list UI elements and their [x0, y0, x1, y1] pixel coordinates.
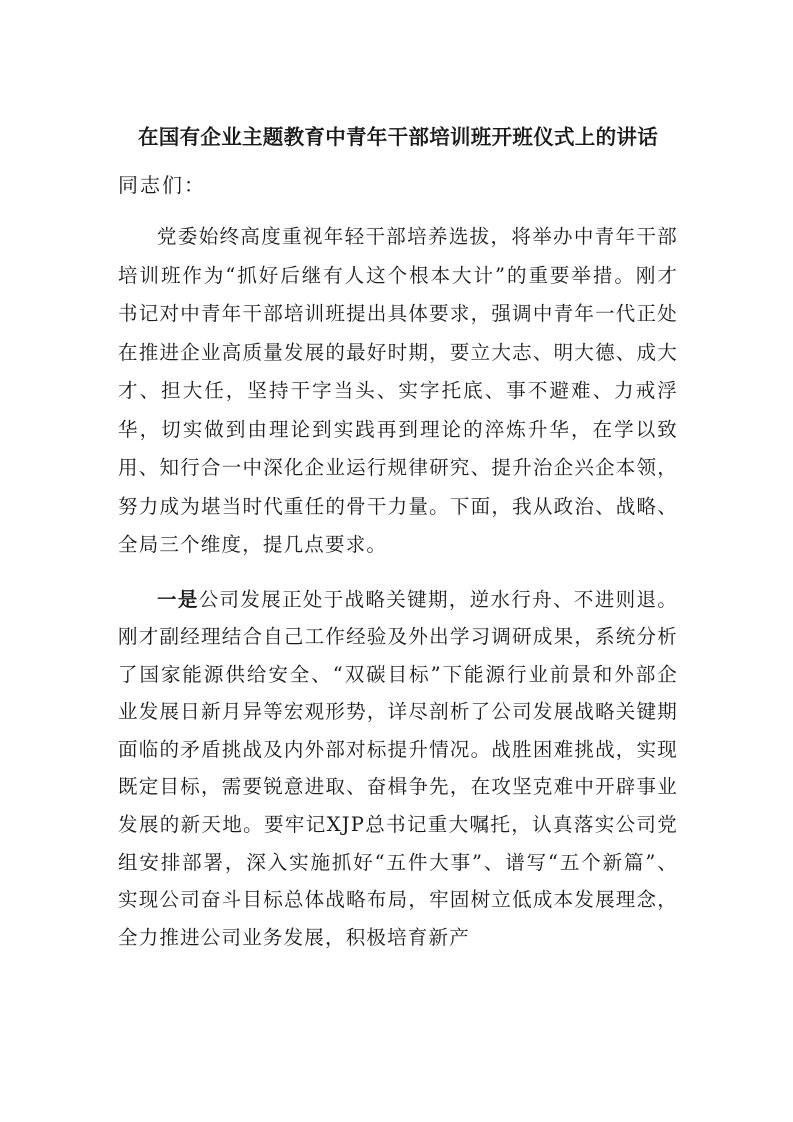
greeting: 同志们：	[118, 173, 206, 197]
paragraph-1-text: 党委始终高度重视年轻干部培养选拔，将举办中青年干部培训班作为“抓好后继有人这个根本大计”的重要举措。刚才书记对中青年干部培训班提出具体要求，强调中青年一代正处在推进企业高质量发展的最好时期，要立大志、明大德、成大才、担大任，坚持干字当头、实字托底、事不避难、力戒浮华，切实做到由理论到实践再到理论的淬炼升华，在学以致用、知行合一中深化企业运行规律研究、提升治企兴企本领，努力成为堪当时代重任的骨干力量。下面，我从政治、战略、全局三个维度，提几点要求。	[118, 225, 678, 556]
paragraph-1	[118, 218, 678, 565]
paragraph-2-lead: 一是	[157, 587, 199, 611]
document-title: 在国有企业主题教育中青年干部培训班开班仪式上的讲话	[138, 125, 658, 149]
document-page	[118, 118, 678, 956]
paragraph-2	[118, 581, 678, 957]
paragraph-2-text: 公司发展正处于战略关键期，逆水行舟、不进则退。刚才副经理结合自己工作经验及外出学习调研成果，系统分析了国家能源供给安全、“双碳目标”下能源行业前景和外部企业发展日新月异等宏观形势，详尽剖析了公司发展战略关键期面临的矛盾挑战及内外部对标提升情况。战胜困难挑战，实现既定目标，需要锐意进取、奋楫争先，在攻坚克难中开辟事业发展的新天地。要牢记XJP总书记重大嘱托，认真落实公司党组安排部署，深入实施抓好“五件大事”、谱写“五个新篇”、实现公司奋斗目标总体战略布局，牢固树立低成本发展理念，全力推进公司业务发展，积极培育新产	[118, 587, 678, 949]
